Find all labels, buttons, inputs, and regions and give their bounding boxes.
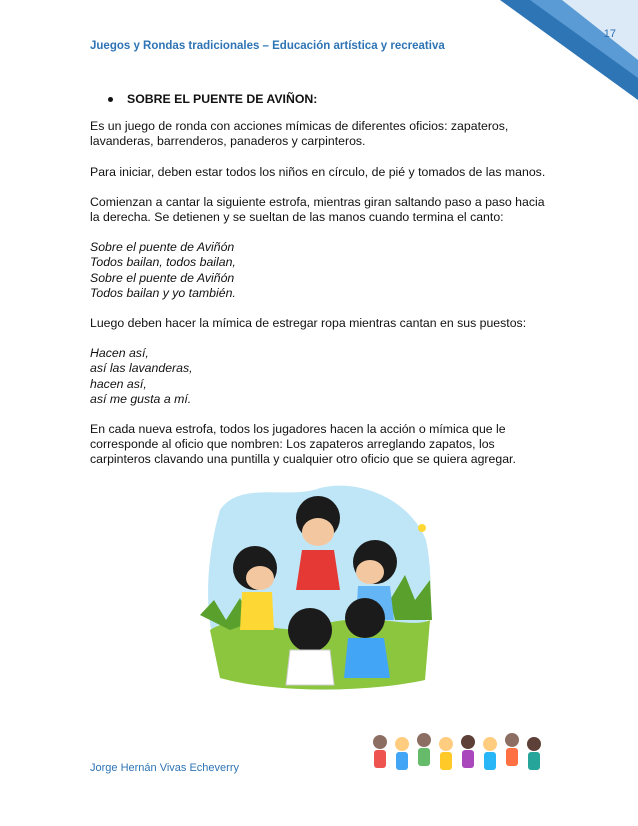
verse-line: hacen así, (90, 376, 147, 391)
verse-line: Hacen así, (90, 346, 149, 361)
page-corner-decoration (500, 0, 638, 100)
verse-line: así me gusta a mí. (90, 391, 192, 406)
main-content (90, 92, 550, 483)
paragraph: Es un juego de ronda con acciones mímicas de diferentes oficios: zapateros, lavanderas, barrenderos, panaderos y carpinteros. (90, 119, 509, 149)
children-circle-illustration (200, 480, 436, 695)
footer-children-decoration (368, 730, 554, 778)
song-verse (90, 346, 550, 407)
verse-line: así las lavanderas, (90, 361, 193, 376)
paragraph: En cada nueva estrofa, todos los jugadores hacen la acción o mímica que le corresponde al oficio que nombren: Los zapateros arreglando zapatos, los carpinteros clavando una puntilla y cualquier otro oficio que se quiera agregar. (90, 422, 516, 467)
section-heading (108, 92, 550, 107)
page-number: 17 (603, 28, 616, 40)
verse-line: Sobre el puente de Aviñón (90, 270, 235, 285)
verse-line: Sobre el puente de Aviñón (90, 240, 235, 255)
verse-line: Todos bailan y yo también. (90, 285, 236, 300)
section-heading-text: SOBRE EL PUENTE DE AVIÑON: (127, 92, 318, 106)
bullet-icon (108, 97, 113, 102)
paragraph: Comienzan a cantar la siguiente estrofa, mientras giran saltando paso a paso hacia la derecha. Se detienen y se sueltan de las manos cuando termina el canto: (90, 194, 545, 225)
footer-author: Jorge Hernán Vivas Echeverry (90, 762, 239, 774)
song-verse (90, 240, 550, 301)
paragraph: Para iniciar, deben estar todos los niños en círculo, de pié y tomados de las manos. (90, 164, 546, 179)
page-header-title: Juegos y Rondas tradicionales – Educación artística y recreativa (90, 40, 445, 52)
verse-line: Todos bailan, todos bailan, (90, 255, 236, 270)
paragraph: Luego deben hacer la mímica de estregar ropa mientras cantan en sus puestos: (90, 316, 527, 331)
